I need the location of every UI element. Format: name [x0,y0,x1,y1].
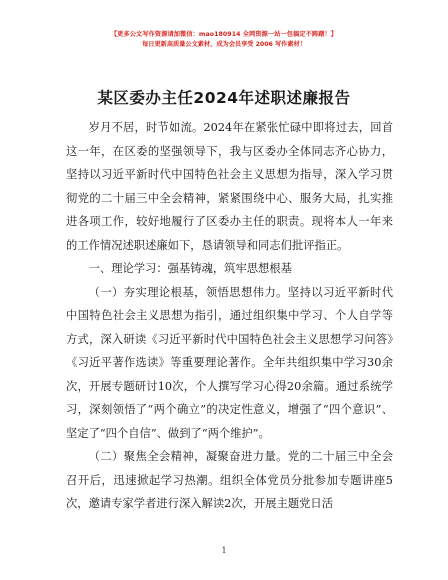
body-paragraph: （一）夯实理论根基，领悟思想伟力。坚持以习近平新时代中国特色社会主义思想为指引，通过组织集中学习、个人自学等方式，深入研读《习近平新时代中国特色社会主义思想学习问答》《习近平著作选读》等重要理论著作。全年共组织集中学习30余次，开展专题研讨10次，个人撰写学习心得20余篇。通过系统学习，深刻领悟了“两个确立”的决定性意义，增强了“四个意识”、坚定了“四个自信”、做到了“两个维护”。 [66,285,393,440]
page-number: 1 [221,546,227,555]
document-body [66,116,393,516]
body-paragraph: （二）聚焦全会精神，凝聚奋进力量。党的二十届三中全会召开后，迅速掀起学习热潮。组织全体党员分批参加专题讲座5次，邀请专家学者进行深入解读2次，开展主题党日活 [66,450,393,510]
promo-banner-line-2: 每日更新高质量公文素材，成为会员享受 2006 写作素材！ [142,41,306,48]
document-title: 某区委办主任2024年述职述廉报告 [97,89,351,107]
section-heading: 一、理论学习：强基铸魂，筑牢思想根基 [88,262,292,275]
intro-paragraph: 岁月不居，时节如流。2024年在紧张忙碌中即将过去，回首这一年，在区委的坚强领导下，我与区委办全体同志齐心协力，坚持以习近平新时代中国特色社会主义思想为指导，深入学习贯彻党的二十届三中全会精神，紧紧围绕中心、服务大局，扎实推进各项工作，较好地履行了区委办主任的职责。现将本人一年来的工作情况述职述廉如下，恳请领导和同志们批评指正。 [66,121,393,252]
promo-banner-line-1: 【更多公文写作资源请加微信：mao180914 全网资源一站一包搞定不踌躇！】 [110,31,338,38]
promo-banner [0,30,448,50]
